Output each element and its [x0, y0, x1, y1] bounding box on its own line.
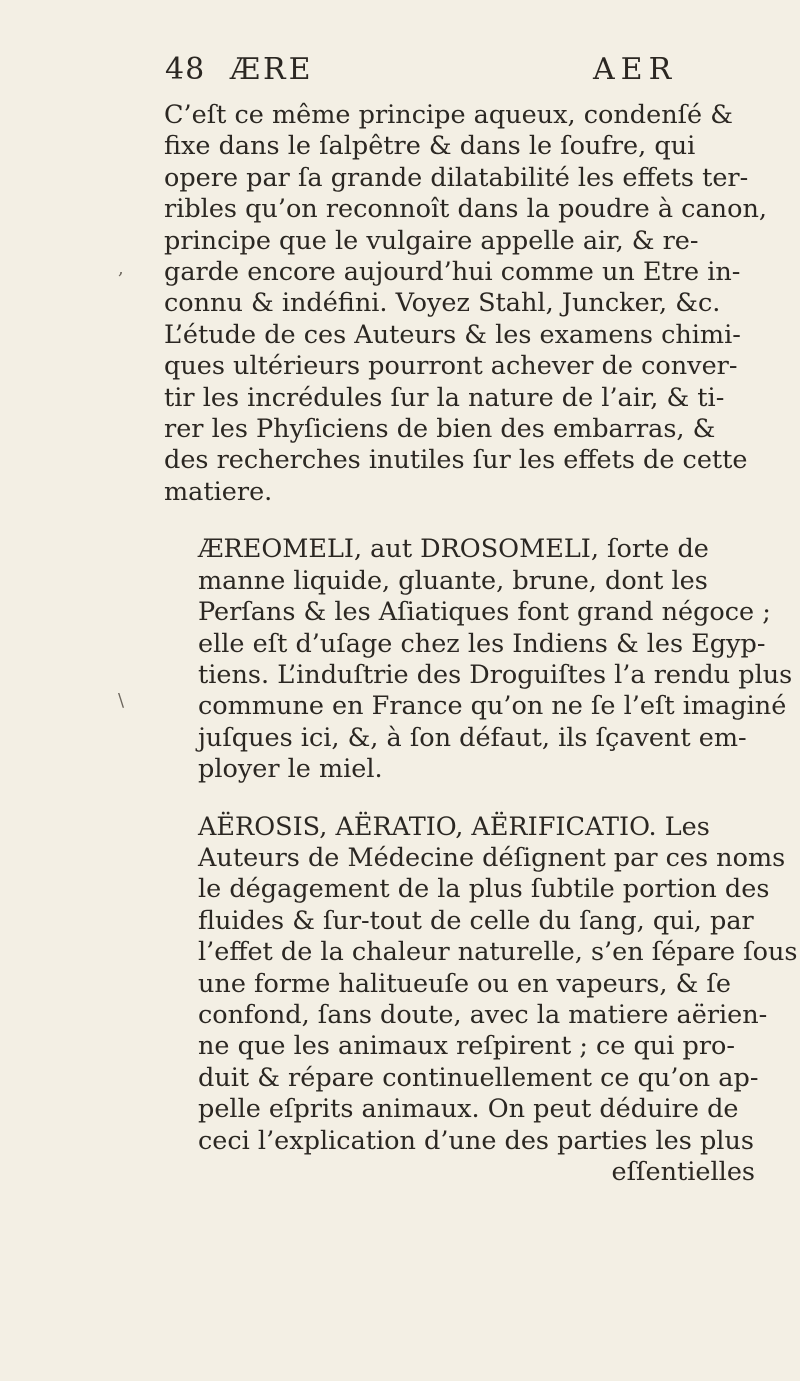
entry-aereomeli [140, 534, 793, 785]
text-line: C’eſt ce même principe aqueux, condenſé & [164, 100, 733, 130]
text-line: l’effet de la chaleur naturelle, s’en ſépare ſous [198, 937, 798, 968]
body-text [140, 100, 798, 1188]
margin-mark: , [118, 258, 124, 279]
text-line: le dégagement de la plus ſubtile portion des [198, 874, 770, 905]
text-line: ribles qu’on reconnoît dans la poudre à canon, [164, 194, 767, 225]
text-line: juſques ici, &, à ſon défaut, ils ſçavent em- [198, 722, 747, 753]
text-line: matiere. [164, 476, 273, 507]
text-line: tiens. L’induſtrie des Droguiſtes l’a rendu plus [198, 659, 793, 690]
text-line: L’étude de ces Auteurs & les examens chimi- [164, 319, 741, 350]
text-line: commune en France qu’on ne ſe l’eſt imaginé [198, 691, 787, 722]
text-line: manne liquide, gluante, brune, dont les [198, 565, 708, 596]
text-line: garde encore aujourd’hui comme un Etre in- [164, 257, 741, 288]
text-line: duit & répare continuellement ce qu’on ap- [198, 1062, 759, 1093]
text-line: Perſans & les Aſiatiques font grand négoce ; [198, 597, 771, 628]
page-number: 48 [165, 52, 206, 87]
text-line: ceci l’explication d’une des parties les plus [198, 1125, 754, 1156]
entry-headword-line: AËROSIS, AËRATIO, AËRIFICATIO. Les [198, 811, 710, 842]
text-line: ques ultérieurs pourront achever de conver- [164, 351, 738, 382]
text-line: opere par ſa grande dilatabilité les effets ter- [164, 162, 749, 193]
margin-mark: \ [118, 690, 125, 711]
text-line: une forme halitueuſe ou en vapeurs, & ſe [198, 968, 731, 999]
text-line: principe que le vulgaire appelle air, & re- [164, 225, 699, 256]
text-line: ne que les animaux reſpirent ; ce qui pro- [198, 1031, 735, 1062]
text-line: connu & indéfini. Voyez Stahl, Juncker, &c. [164, 288, 721, 319]
paragraph-1 [140, 100, 765, 508]
catchword: eſſentielles [611, 1157, 755, 1187]
text-line: tir les incrédules ſur la nature de l’air, & ti- [164, 382, 725, 413]
entry-headword-line: ÆREOMELI, aut DROSOMELI, ſorte de [198, 534, 709, 565]
header-right-word: AER [593, 52, 678, 87]
header-left-word: ÆRE [230, 52, 314, 87]
text-line: elle eſt d’uſage chez les Indiens & les Egyp- [198, 628, 766, 659]
text-line: fluides & ſur-tout de celle du ſang, qui, par [198, 905, 754, 936]
text-line: Auteurs de Médecine déſignent par ces noms [198, 842, 786, 873]
text-line: fixe dans le ſalpêtre & dans le ſoufre, qui [164, 131, 696, 162]
text-line: confond, ſans doute, avec la matiere aërien- [198, 999, 768, 1030]
running-header [165, 52, 725, 92]
text-line: rer les Phyſiciens de bien des embarras, & [164, 414, 716, 445]
entry-aerosis [140, 811, 798, 1189]
text-line: des recherches inutiles ſur les effets de cette [164, 445, 748, 476]
text-line: pelle eſprits animaux. On peut déduire de [198, 1094, 739, 1125]
text-line: ployer le miel. [198, 754, 383, 785]
